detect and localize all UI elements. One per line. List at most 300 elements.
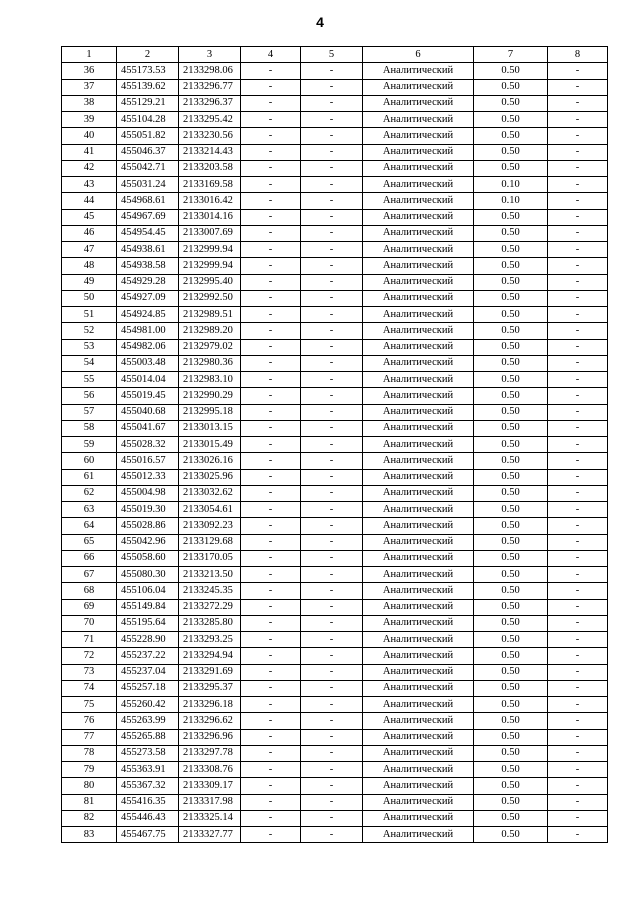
cell-point-number: 46	[62, 225, 117, 241]
cell-accuracy: 0.50	[474, 745, 548, 761]
cell-x-coordinate: 455003.48	[117, 355, 179, 371]
cell-col-5: -	[301, 225, 363, 241]
cell-y-coordinate: 2133013.15	[179, 420, 241, 436]
cell-y-coordinate: 2132989.51	[179, 307, 241, 323]
table-row	[62, 599, 608, 615]
cell-x-coordinate: 455028.32	[117, 437, 179, 453]
cell-col-5: -	[301, 518, 363, 534]
table-row	[62, 95, 608, 111]
cell-col-5: -	[301, 388, 363, 404]
cell-col-8: -	[548, 242, 608, 258]
cell-x-coordinate: 455058.60	[117, 550, 179, 566]
cell-col-5: -	[301, 615, 363, 631]
cell-y-coordinate: 2133203.58	[179, 160, 241, 176]
table-row	[62, 680, 608, 696]
table-row	[62, 177, 608, 193]
cell-method: Аналитический	[363, 794, 474, 810]
cell-col-4: -	[241, 518, 301, 534]
cell-accuracy: 0.50	[474, 209, 548, 225]
cell-col-5: -	[301, 745, 363, 761]
cell-col-8: -	[548, 209, 608, 225]
cell-accuracy: 0.50	[474, 323, 548, 339]
cell-col-5: -	[301, 79, 363, 95]
table-row	[62, 258, 608, 274]
cell-method: Аналитический	[363, 697, 474, 713]
cell-method: Аналитический	[363, 79, 474, 95]
cell-col-5: -	[301, 95, 363, 111]
cell-accuracy: 0.50	[474, 79, 548, 95]
cell-y-coordinate: 2132995.18	[179, 404, 241, 420]
cell-point-number: 41	[62, 144, 117, 160]
cell-point-number: 68	[62, 583, 117, 599]
cell-col-8: -	[548, 339, 608, 355]
cell-method: Аналитический	[363, 745, 474, 761]
cell-col-5: -	[301, 713, 363, 729]
cell-col-5: -	[301, 810, 363, 826]
cell-col-5: -	[301, 258, 363, 274]
cell-y-coordinate: 2132999.94	[179, 258, 241, 274]
cell-method: Аналитический	[363, 339, 474, 355]
cell-col-8: -	[548, 388, 608, 404]
cell-method: Аналитический	[363, 209, 474, 225]
cell-y-coordinate: 2132995.40	[179, 274, 241, 290]
cell-y-coordinate: 2133296.62	[179, 713, 241, 729]
cell-method: Аналитический	[363, 372, 474, 388]
cell-col-8: -	[548, 567, 608, 583]
table-row	[62, 664, 608, 680]
cell-x-coordinate: 455228.90	[117, 632, 179, 648]
cell-col-8: -	[548, 225, 608, 241]
cell-method: Аналитический	[363, 193, 474, 209]
cell-method: Аналитический	[363, 810, 474, 826]
cell-y-coordinate: 2133285.80	[179, 615, 241, 631]
cell-x-coordinate: 455104.28	[117, 112, 179, 128]
cell-point-number: 49	[62, 274, 117, 290]
cell-x-coordinate: 455016.57	[117, 453, 179, 469]
cell-accuracy: 0.50	[474, 420, 548, 436]
cell-col-8: -	[548, 95, 608, 111]
cell-col-5: -	[301, 680, 363, 696]
cell-point-number: 75	[62, 697, 117, 713]
table-row	[62, 437, 608, 453]
table-row	[62, 534, 608, 550]
cell-col-5: -	[301, 632, 363, 648]
cell-col-5: -	[301, 290, 363, 306]
cell-point-number: 55	[62, 372, 117, 388]
cell-col-4: -	[241, 745, 301, 761]
cell-col-8: -	[548, 63, 608, 79]
cell-x-coordinate: 455263.99	[117, 713, 179, 729]
cell-col-4: -	[241, 794, 301, 810]
header-cell: 8	[548, 47, 608, 63]
cell-col-4: -	[241, 648, 301, 664]
cell-col-8: -	[548, 355, 608, 371]
cell-point-number: 58	[62, 420, 117, 436]
cell-col-4: -	[241, 339, 301, 355]
cell-y-coordinate: 2132992.50	[179, 290, 241, 306]
cell-col-8: -	[548, 502, 608, 518]
cell-point-number: 61	[62, 469, 117, 485]
cell-point-number: 43	[62, 177, 117, 193]
cell-accuracy: 0.50	[474, 112, 548, 128]
cell-col-5: -	[301, 209, 363, 225]
cell-y-coordinate: 2133170.05	[179, 550, 241, 566]
table-row	[62, 63, 608, 79]
cell-point-number: 67	[62, 567, 117, 583]
cell-col-8: -	[548, 453, 608, 469]
cell-accuracy: 0.50	[474, 567, 548, 583]
cell-x-coordinate: 454924.85	[117, 307, 179, 323]
cell-accuracy: 0.10	[474, 177, 548, 193]
table-row	[62, 193, 608, 209]
cell-col-8: -	[548, 160, 608, 176]
cell-col-4: -	[241, 323, 301, 339]
cell-col-4: -	[241, 664, 301, 680]
cell-x-coordinate: 454982.06	[117, 339, 179, 355]
cell-col-5: -	[301, 648, 363, 664]
cell-col-8: -	[548, 193, 608, 209]
cell-method: Аналитический	[363, 437, 474, 453]
table-row	[62, 290, 608, 306]
cell-accuracy: 0.50	[474, 469, 548, 485]
cell-accuracy: 0.50	[474, 437, 548, 453]
cell-point-number: 80	[62, 778, 117, 794]
cell-point-number: 45	[62, 209, 117, 225]
cell-col-8: -	[548, 729, 608, 745]
cell-col-4: -	[241, 404, 301, 420]
cell-point-number: 38	[62, 95, 117, 111]
cell-point-number: 36	[62, 63, 117, 79]
table-row	[62, 713, 608, 729]
cell-col-8: -	[548, 664, 608, 680]
cell-col-4: -	[241, 372, 301, 388]
cell-x-coordinate: 455195.64	[117, 615, 179, 631]
cell-point-number: 77	[62, 729, 117, 745]
cell-accuracy: 0.50	[474, 144, 548, 160]
cell-y-coordinate: 2132999.94	[179, 242, 241, 258]
cell-point-number: 73	[62, 664, 117, 680]
cell-x-coordinate: 455265.88	[117, 729, 179, 745]
cell-x-coordinate: 455051.82	[117, 128, 179, 144]
table-row	[62, 404, 608, 420]
cell-method: Аналитический	[363, 615, 474, 631]
cell-method: Аналитический	[363, 502, 474, 518]
cell-col-5: -	[301, 827, 363, 843]
cell-col-5: -	[301, 372, 363, 388]
cell-method: Аналитический	[363, 469, 474, 485]
cell-y-coordinate: 2133309.17	[179, 778, 241, 794]
cell-col-4: -	[241, 485, 301, 501]
cell-col-8: -	[548, 274, 608, 290]
cell-col-5: -	[301, 762, 363, 778]
table-row	[62, 567, 608, 583]
cell-accuracy: 0.50	[474, 128, 548, 144]
cell-y-coordinate: 2133296.18	[179, 697, 241, 713]
cell-method: Аналитический	[363, 355, 474, 371]
cell-x-coordinate: 455031.24	[117, 177, 179, 193]
cell-y-coordinate: 2132980.36	[179, 355, 241, 371]
cell-col-8: -	[548, 615, 608, 631]
cell-x-coordinate: 455019.45	[117, 388, 179, 404]
cell-x-coordinate: 455237.22	[117, 648, 179, 664]
cell-col-8: -	[548, 372, 608, 388]
cell-y-coordinate: 2133308.76	[179, 762, 241, 778]
cell-col-4: -	[241, 697, 301, 713]
cell-x-coordinate: 454938.58	[117, 258, 179, 274]
cell-accuracy: 0.50	[474, 632, 548, 648]
cell-col-8: -	[548, 437, 608, 453]
cell-col-4: -	[241, 453, 301, 469]
cell-col-8: -	[548, 827, 608, 843]
cell-x-coordinate: 455019.30	[117, 502, 179, 518]
table-row	[62, 242, 608, 258]
cell-point-number: 39	[62, 112, 117, 128]
cell-col-4: -	[241, 729, 301, 745]
cell-col-4: -	[241, 420, 301, 436]
cell-x-coordinate: 455173.53	[117, 63, 179, 79]
cell-y-coordinate: 2133092.23	[179, 518, 241, 534]
table-row	[62, 453, 608, 469]
cell-y-coordinate: 2133291.69	[179, 664, 241, 680]
cell-col-8: -	[548, 794, 608, 810]
cell-col-4: -	[241, 274, 301, 290]
cell-x-coordinate: 454938.61	[117, 242, 179, 258]
table-row	[62, 144, 608, 160]
cell-point-number: 53	[62, 339, 117, 355]
cell-point-number: 72	[62, 648, 117, 664]
cell-y-coordinate: 2133026.16	[179, 453, 241, 469]
cell-col-4: -	[241, 437, 301, 453]
cell-method: Аналитический	[363, 599, 474, 615]
cell-col-8: -	[548, 583, 608, 599]
cell-point-number: 65	[62, 534, 117, 550]
cell-y-coordinate: 2133015.49	[179, 437, 241, 453]
cell-method: Аналитический	[363, 518, 474, 534]
cell-col-4: -	[241, 502, 301, 518]
cell-col-8: -	[548, 128, 608, 144]
cell-col-5: -	[301, 160, 363, 176]
cell-col-8: -	[548, 518, 608, 534]
cell-accuracy: 0.50	[474, 534, 548, 550]
table-row	[62, 502, 608, 518]
cell-col-5: -	[301, 307, 363, 323]
cell-point-number: 59	[62, 437, 117, 453]
cell-col-4: -	[241, 225, 301, 241]
cell-accuracy: 0.50	[474, 794, 548, 810]
cell-y-coordinate: 2133054.61	[179, 502, 241, 518]
cell-point-number: 66	[62, 550, 117, 566]
cell-point-number: 63	[62, 502, 117, 518]
table-row	[62, 339, 608, 355]
cell-point-number: 69	[62, 599, 117, 615]
cell-col-4: -	[241, 355, 301, 371]
cell-accuracy: 0.50	[474, 713, 548, 729]
cell-point-number: 83	[62, 827, 117, 843]
cell-col-5: -	[301, 697, 363, 713]
cell-col-5: -	[301, 355, 363, 371]
cell-method: Аналитический	[363, 713, 474, 729]
cell-col-5: -	[301, 437, 363, 453]
table-body	[62, 47, 608, 843]
table-row	[62, 794, 608, 810]
table-row	[62, 778, 608, 794]
cell-method: Аналитический	[363, 680, 474, 696]
cell-x-coordinate: 455040.68	[117, 404, 179, 420]
cell-x-coordinate: 454927.09	[117, 290, 179, 306]
cell-col-4: -	[241, 177, 301, 193]
cell-y-coordinate: 2133325.14	[179, 810, 241, 826]
cell-x-coordinate: 455028.86	[117, 518, 179, 534]
cell-point-number: 82	[62, 810, 117, 826]
cell-col-4: -	[241, 615, 301, 631]
cell-col-8: -	[548, 112, 608, 128]
cell-col-5: -	[301, 550, 363, 566]
cell-col-5: -	[301, 599, 363, 615]
table-row	[62, 583, 608, 599]
cell-method: Аналитический	[363, 453, 474, 469]
table-row	[62, 697, 608, 713]
cell-y-coordinate: 2133014.16	[179, 209, 241, 225]
coordinates-table	[61, 46, 608, 843]
cell-x-coordinate: 455042.71	[117, 160, 179, 176]
cell-col-5: -	[301, 274, 363, 290]
cell-method: Аналитический	[363, 648, 474, 664]
cell-x-coordinate: 454929.28	[117, 274, 179, 290]
cell-col-4: -	[241, 290, 301, 306]
cell-x-coordinate: 455012.33	[117, 469, 179, 485]
cell-point-number: 54	[62, 355, 117, 371]
cell-y-coordinate: 2133296.77	[179, 79, 241, 95]
cell-col-8: -	[548, 307, 608, 323]
table-row	[62, 615, 608, 631]
table-row	[62, 485, 608, 501]
cell-col-5: -	[301, 323, 363, 339]
header-cell: 1	[62, 47, 117, 63]
cell-col-8: -	[548, 762, 608, 778]
cell-y-coordinate: 2133295.37	[179, 680, 241, 696]
cell-x-coordinate: 455046.37	[117, 144, 179, 160]
table-header-row	[62, 47, 608, 63]
header-cell: 3	[179, 47, 241, 63]
cell-col-5: -	[301, 453, 363, 469]
cell-col-4: -	[241, 63, 301, 79]
cell-col-5: -	[301, 112, 363, 128]
cell-x-coordinate: 455106.04	[117, 583, 179, 599]
cell-method: Аналитический	[363, 274, 474, 290]
cell-method: Аналитический	[363, 225, 474, 241]
cell-method: Аналитический	[363, 827, 474, 843]
cell-y-coordinate: 2133294.94	[179, 648, 241, 664]
table-row	[62, 79, 608, 95]
cell-accuracy: 0.50	[474, 372, 548, 388]
table-row	[62, 274, 608, 290]
cell-col-5: -	[301, 794, 363, 810]
cell-accuracy: 0.50	[474, 160, 548, 176]
cell-col-5: -	[301, 502, 363, 518]
cell-method: Аналитический	[363, 128, 474, 144]
cell-accuracy: 0.50	[474, 599, 548, 615]
table-row	[62, 729, 608, 745]
cell-accuracy: 0.50	[474, 63, 548, 79]
table-row	[62, 469, 608, 485]
table-row	[62, 355, 608, 371]
cell-point-number: 37	[62, 79, 117, 95]
cell-col-4: -	[241, 388, 301, 404]
cell-method: Аналитический	[363, 160, 474, 176]
cell-col-8: -	[548, 778, 608, 794]
table-row	[62, 745, 608, 761]
cell-y-coordinate: 2133272.29	[179, 599, 241, 615]
header-cell: 5	[301, 47, 363, 63]
cell-point-number: 52	[62, 323, 117, 339]
cell-accuracy: 0.50	[474, 518, 548, 534]
cell-y-coordinate: 2133025.96	[179, 469, 241, 485]
table-row	[62, 372, 608, 388]
cell-y-coordinate: 2132989.20	[179, 323, 241, 339]
cell-x-coordinate: 455080.30	[117, 567, 179, 583]
cell-col-4: -	[241, 583, 301, 599]
cell-col-4: -	[241, 307, 301, 323]
cell-col-4: -	[241, 762, 301, 778]
page-number: 4	[316, 14, 324, 30]
cell-col-4: -	[241, 79, 301, 95]
cell-col-8: -	[548, 469, 608, 485]
cell-point-number: 51	[62, 307, 117, 323]
cell-col-4: -	[241, 680, 301, 696]
table-row	[62, 810, 608, 826]
cell-accuracy: 0.50	[474, 242, 548, 258]
cell-method: Аналитический	[363, 583, 474, 599]
cell-x-coordinate: 455237.04	[117, 664, 179, 680]
cell-point-number: 48	[62, 258, 117, 274]
cell-y-coordinate: 2132990.29	[179, 388, 241, 404]
cell-x-coordinate: 455041.67	[117, 420, 179, 436]
cell-col-8: -	[548, 599, 608, 615]
cell-accuracy: 0.50	[474, 762, 548, 778]
cell-accuracy: 0.50	[474, 404, 548, 420]
cell-col-8: -	[548, 745, 608, 761]
cell-col-8: -	[548, 713, 608, 729]
cell-col-4: -	[241, 95, 301, 111]
cell-method: Аналитический	[363, 307, 474, 323]
cell-col-8: -	[548, 632, 608, 648]
cell-col-5: -	[301, 193, 363, 209]
cell-col-8: -	[548, 697, 608, 713]
cell-method: Аналитический	[363, 177, 474, 193]
cell-x-coordinate: 455149.84	[117, 599, 179, 615]
cell-point-number: 76	[62, 713, 117, 729]
cell-col-5: -	[301, 177, 363, 193]
cell-y-coordinate: 2133297.78	[179, 745, 241, 761]
cell-col-4: -	[241, 209, 301, 225]
cell-method: Аналитический	[363, 778, 474, 794]
cell-y-coordinate: 2133296.37	[179, 95, 241, 111]
cell-col-4: -	[241, 160, 301, 176]
cell-point-number: 64	[62, 518, 117, 534]
cell-method: Аналитический	[363, 388, 474, 404]
table-row	[62, 827, 608, 843]
cell-method: Аналитический	[363, 729, 474, 745]
table-row	[62, 518, 608, 534]
cell-point-number: 62	[62, 485, 117, 501]
cell-x-coordinate: 454981.00	[117, 323, 179, 339]
cell-accuracy: 0.50	[474, 225, 548, 241]
cell-y-coordinate: 2133032.62	[179, 485, 241, 501]
table-row	[62, 632, 608, 648]
cell-col-8: -	[548, 79, 608, 95]
cell-col-5: -	[301, 469, 363, 485]
table-row	[62, 420, 608, 436]
